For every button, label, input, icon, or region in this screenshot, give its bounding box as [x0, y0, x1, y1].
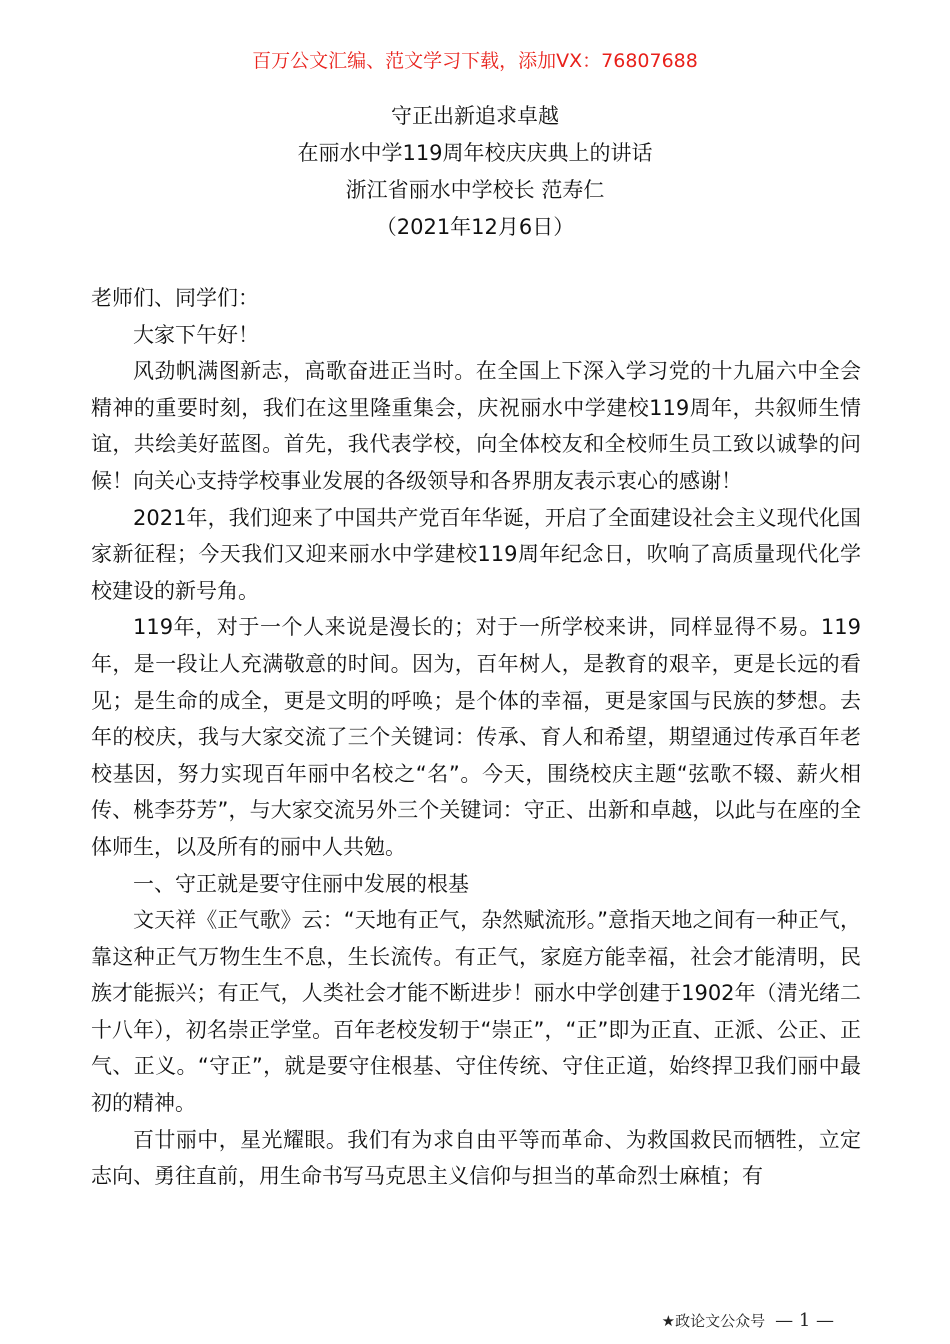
speech-title-block — [0, 98, 950, 246]
speech-date: （2021年12月6日） — [375, 215, 575, 239]
watermark-banner: 百万公文汇编、范文学习下载，添加VX：76807688 — [252, 50, 698, 72]
paragraph-3: 119年，对于一个人来说是漫长的；对于一所学校来讲，同样显得不易。119年，是一段让人充满敬意的时间。因为，百年树人，是教育的艰辛，更是长远的看见；是生命的成全，更是文明的呼唤；是个体的幸福，更是家国与民族的梦想。去年的校庆，我与大家交流了三个关键词：传承、育人和希望，期望通过传承百年老校基因，努力实现百年丽中名校之“名”。今天，围绕校庆主题“弦歌不辍、薪火相传、桃李芬芳”，与大家交流另外三个关键词：守正、出新和卓越，以此与在座的全体师生，以及所有的丽中人共勉。 — [91, 615, 861, 859]
paragraph-1: 风劲帆满图新志，高歌奋进正当时。在全国上下深入学习党的十九届六中全会精神的重要时刻，我们在这里隆重集会，庆祝丽水中学建校119周年，共叙师生情谊，共绘美好蓝图。首先，我代表学校，向全体校友和全校师生员工致以诚挚的问候！向关心支持学校事业发展的各级领导和各界朋友表示衷心的感谢！ — [91, 359, 861, 493]
section-heading-1: 一、守正就是要守住丽中发展的根基 — [133, 871, 469, 896]
speech-subtitle: 在丽水中学119周年校庆庆典上的讲话 — [297, 141, 653, 165]
page-footer — [662, 1310, 834, 1331]
paragraph-5: 百廿丽中，星光耀眼。我们有为求自由平等而革命、为救国救民而牺牲，立定志向、勇往直前，用生命书写马克思主义信仰与担当的革命烈士麻植；有 — [91, 1127, 861, 1189]
footer-source: ★政论文公众号 — [661, 1312, 766, 1330]
speaker-line: 浙江省丽水中学校长 范寿仁 — [345, 178, 605, 202]
greeting: 大家下午好！ — [133, 322, 259, 347]
paragraph-4: 文天祥《正气歌》云：“天地有正气，杂然赋流形。”意指天地之间有一种正气，靠这种正气万物生生不息，生长流传。有正气，家庭方能幸福，社会才能清明，民族才能振兴；有正气，人类社会才能不断进步！丽水中学创建于1902年（清光绪二十八年），初名崇正学堂。百年老校发轫于“崇正”，“正”即为正直、正派、公正、正气、正义。“守正”，就是要守住根基、守住传统、守住正道，始终捍卫我们丽中最初的精神。 — [91, 908, 861, 1116]
speech-body — [91, 280, 861, 1195]
page-number: — 1 — — [775, 1310, 834, 1331]
salutation: 老师们、同学们： — [91, 286, 259, 310]
speech-title: 守正出新追求卓越 — [391, 104, 559, 128]
paragraph-2: 2021年，我们迎来了中国共产党百年华诞，开启了全面建设社会主义现代化国家新征程；今天我们又迎来丽水中学建校119周年纪念日，吹响了高质量现代化学校建设的新号角。 — [91, 505, 861, 603]
